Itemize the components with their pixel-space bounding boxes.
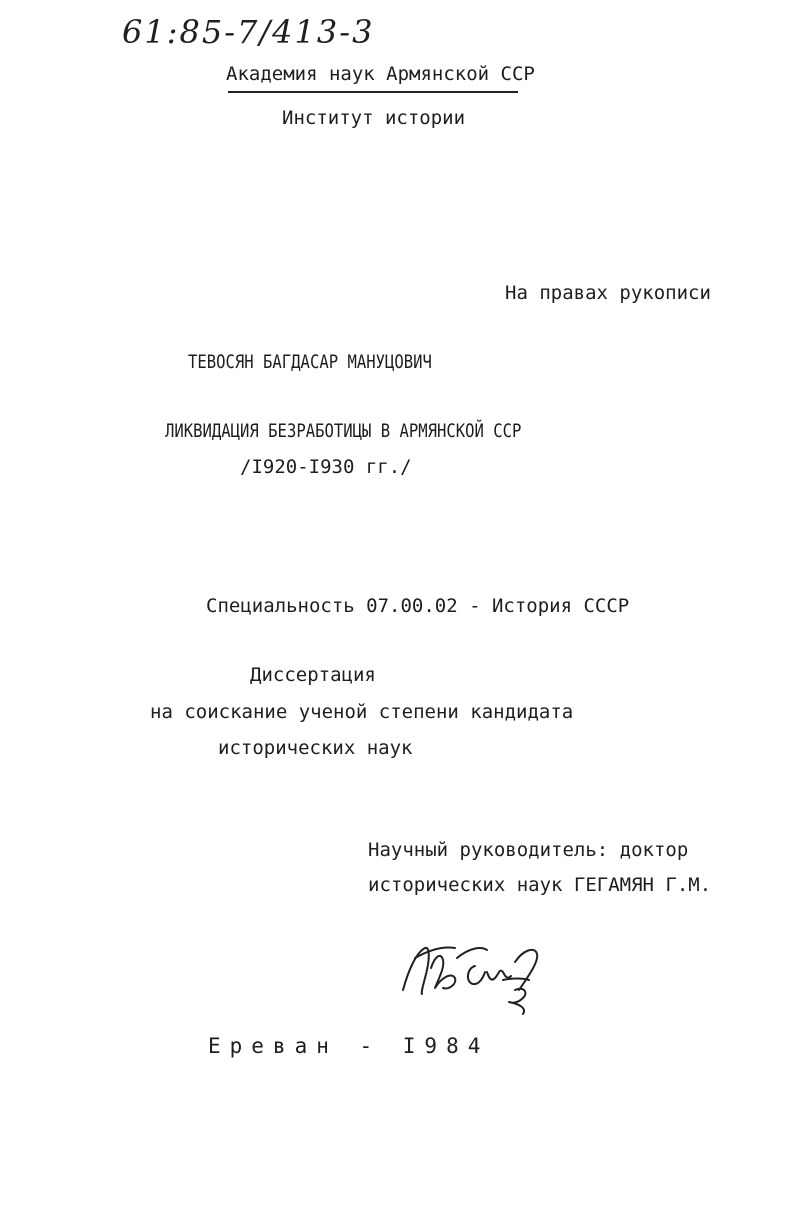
city-year: Ереван - I984 [208,1034,490,1058]
specialty: Специальность 07.00.02 - История СССР [206,595,630,617]
field-line: исторических наук [218,737,413,759]
institute-name: Институт истории [282,107,466,129]
academy-name: Академия наук Армянской ССР [226,63,535,85]
thesis-title-line-1-text: ЛИКВИДАЦИЯ БЕЗРАБОТИЦЫ В АРМЯНСКОЙ ССР [165,420,522,442]
rights-note: На правах рукописи [505,282,711,304]
thesis-title-years: /I920-I930 гг./ [240,456,412,478]
degree-line: на соискание ученой степени кандидата [150,701,574,723]
header-underline [228,91,518,93]
author-name-text: ТЕВОСЯН БАГДАСАР МАНУЦОВИЧ [188,351,432,373]
supervisor-line-1: Научный руководитель: доктор [368,839,689,861]
signature [395,938,555,1018]
handwritten-catalog-code: 61:85-7/413-3 [122,13,375,51]
thesis-title-line-1 [165,419,600,443]
supervisor-line-2: исторических наук ГЕГАМЯН Г.М. [368,874,712,896]
author-name [188,350,485,374]
dissertation-label: Диссертация [250,664,376,686]
